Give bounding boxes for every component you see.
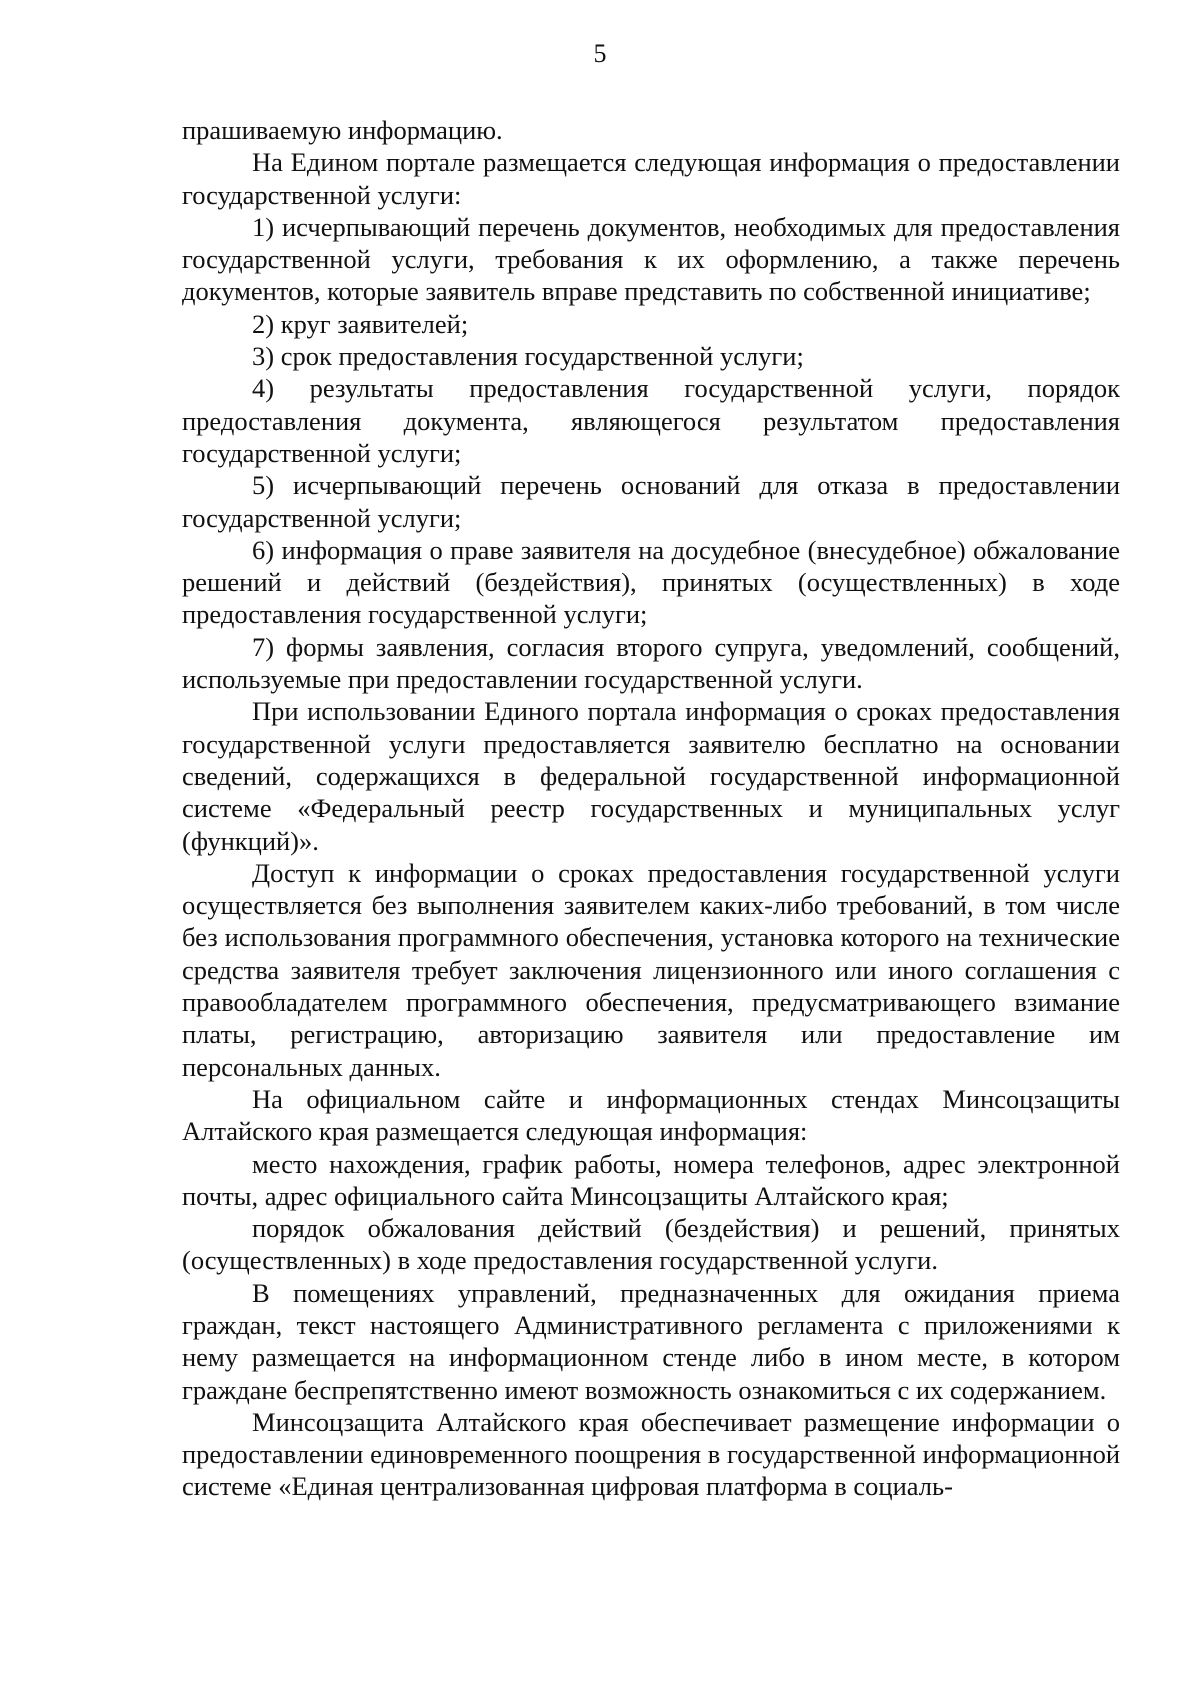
paragraph: 5) исчерпывающий перечень оснований для отказа в предоставлении государственной услуги;	[182, 470, 1120, 533]
paragraph: На официальном сайте и информационных стендах Минсоцзащиты Алтайского края размещается следующая информация:	[182, 1083, 1120, 1147]
paragraph: 1) исчерпывающий перечень документов, необходимых для предоставления государственной услуги, требования к их оформлению, а также перечень документов, которые заявитель вправе представить по собственной инициативе;	[182, 211, 1120, 307]
paragraph: место нахождения, график работы, номера телефонов, адрес электронной почты, адрес официального сайта Минсоцзащиты Алтайского края;	[182, 1148, 1120, 1211]
paragraph: При использовании Единого портала информация о сроках предоставления государственной услуги предоставляется заявителю бесплатно на основании сведений, содержащихся в федеральной государственной информационной системе «Федеральный реестр государственных и муниципальных услуг (функций)».	[182, 696, 1120, 856]
paragraph: порядок обжалования действий (бездействия) и решений, принятых (осуществленных) в ходе предоставления государственной услуги.	[182, 1213, 1120, 1276]
paragraph: 6) информация о праве заявителя на досудебное (внесудебное) обжалование решений и действий (бездействия), принятых (осуществленных) в ходе предоставления государственной услуги;	[182, 534, 1120, 630]
paragraph: Доступ к информации о сроках предоставления государственной услуги осуществляется без выполнения заявителем каких-либо требований, в том числе без использования программного обеспечения, установка которого на технические средства заявителя требует заключения лицензионного или иного соглашения с правообладателем программного обеспечения, предусматривающего взимание платы, регистрацию, авторизацию заявителя или предоставление им персональных данных.	[182, 857, 1120, 1082]
paragraph: 2) круг заявителей;	[252, 308, 469, 339]
paragraph: 3) срок предоставления государственной услуги;	[252, 341, 804, 372]
paragraph: прашиваемую информацию.	[182, 115, 503, 145]
paragraph: 4) результаты предоставления государственной услуги, порядок предоставления документа, являющегося результатом предоставления государственной услуги;	[182, 373, 1120, 468]
paragraph: В помещениях управлений, предназначенных для ожидания приема граждан, текст настоящего Административного регламента с приложениями к нему размещается на информационном стенде либо в ином месте, в котором граждане беспрепятственно имеют возможность ознакомиться с их содержанием.	[182, 1277, 1120, 1405]
page-number: 5	[593, 39, 607, 68]
paragraph: На Едином портале размещается следующая информация о предоставлении государственной услуги:	[182, 147, 1120, 210]
paragraph: 7) формы заявления, согласия второго супруга, уведомлений, сообщений, используемые при предоставлении государственной услуги.	[182, 631, 1120, 695]
document-body	[182, 114, 1120, 1503]
paragraph: Минсоцзащита Алтайского края обеспечивает размещение информации о предоставлении единовременного поощрения в государственной информационной системе «Единая централизованная цифровая платформа в социаль-	[182, 1406, 1120, 1502]
